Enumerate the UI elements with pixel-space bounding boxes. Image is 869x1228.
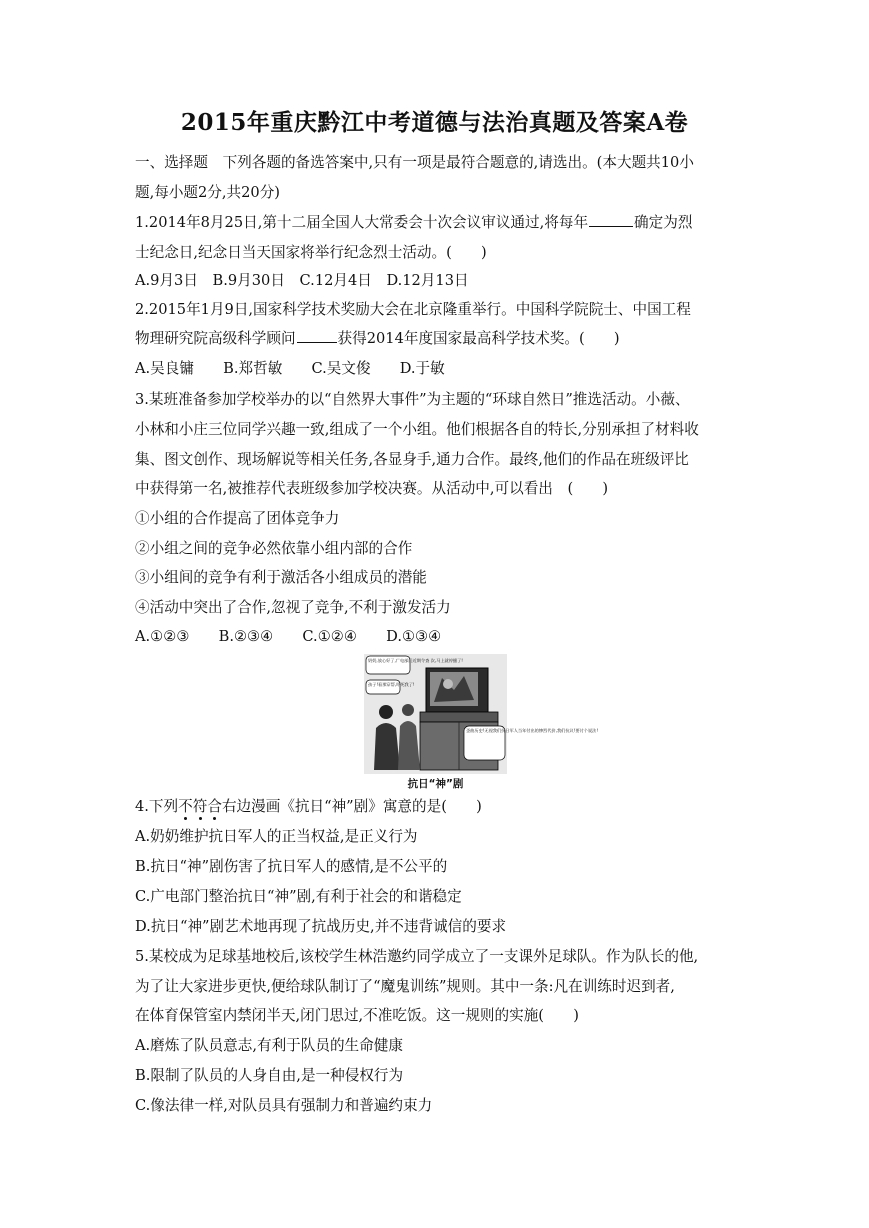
question-2-line2 bbox=[135, 324, 620, 354]
question-3-line3: 集、图文创作、现场解说等相关任务,各显身手,通力合作。最终,他们的作品在班级评比 bbox=[135, 451, 689, 468]
question-5-option-c: C.像法律一样,对队员具有强制力和普遍约束力 bbox=[135, 1097, 433, 1114]
question-3-line1: 3.某班准备参加学校举办的以“自然界大事件”为主题的“环球自然日”推选活动。小薇、 bbox=[135, 391, 690, 408]
svg-text:奶奶,放心好了,广电部门近期令查 次,马上就停播了!: 奶奶,放心好了,广电部门近期令查 次,马上就停播了! bbox=[368, 658, 463, 663]
section-instruction-line1: 一、选择题 下列各题的备选答案中,只有一项是最符合题意的,请选出。(本大题共10小 bbox=[135, 154, 694, 171]
question-4-option-b: B.抗日“神”剧伤害了抗日军人的感情,是不公平的 bbox=[135, 858, 448, 875]
answer-blank bbox=[589, 212, 633, 227]
tv-set bbox=[420, 668, 498, 722]
page-title: 2015年重庆黔江中考道德与法治真题及答案A卷 bbox=[180, 109, 689, 136]
question-3-statement-2: ②小组之间的竞争必然依靠小组内部的合作 bbox=[135, 540, 413, 557]
emphasis-char: 不 bbox=[178, 798, 193, 815]
question-3-line4: 中获得第一名,被推荐代表班级参加学校决赛。从活动中,可以看出 ( ) bbox=[135, 480, 609, 497]
question-3-statement-1: ①小组的合作提高了团体竞争力 bbox=[135, 510, 340, 527]
question-2-line1: 2.2015年1月9日,国家科学技术奖励大会在北京隆重举行。中国科学院院士、中国工程 bbox=[135, 301, 691, 318]
question-4-option-a: A.奶奶维护抗日军人的正当权益,是正义行为 bbox=[135, 828, 418, 845]
section-instruction-line2: 题,每小题2分,共20分) bbox=[135, 184, 280, 201]
question-2-options: A.吴良镛 B.郑哲敏 C.吴文俊 D.于敏 bbox=[135, 360, 445, 377]
question-4-option-d: D.抗日“神”剧艺术地再现了抗战历史,并不违背诚信的要求 bbox=[135, 918, 507, 935]
question-2-text-post: 获得2014年度国家最高科学技术奖。( ) bbox=[337, 330, 620, 347]
cartoon-illustration bbox=[364, 654, 598, 774]
question-1-line1 bbox=[135, 208, 692, 238]
question-5-line1: 5.某校成为足球基地校后,该校学生林浩邀约同学成立了一支课外足球队。作为队长的他, bbox=[135, 948, 699, 965]
question-4-text-post: 右边漫画《抗日“神”剧》寓意的是( ) bbox=[221, 798, 482, 815]
svg-text:歪曲历史!无视我们抗日军人当年付出的惨烈代价,我们抗议!要讨: 歪曲历史!无视我们抗日军人当年付出的惨烈代价,我们抗议!要讨个说法! bbox=[466, 728, 598, 733]
question-1-line2: 士纪念日,纪念日当天国家将举行纪念烈士活动。( ) bbox=[135, 244, 487, 261]
speech-bubble-right bbox=[464, 726, 598, 760]
question-2-text-pre: 物理研究院高级科学顾问 bbox=[135, 330, 296, 347]
emphasis-char: 合 bbox=[207, 798, 222, 815]
question-4-text-pre: 4.下列 bbox=[135, 798, 179, 815]
question-1-options: A.9月3日 B.9月30日 C.12月4日 D.12月13日 bbox=[135, 272, 469, 289]
question-5-line2: 为了让大家进步更快,便给球队制订了“魔鬼训练”规则。其中一条:凡在训练时迟到者, bbox=[135, 978, 675, 995]
question-1-text-pre: 1.2014年8月25日,第十二届全国人大常委会十次会议审议通过,将每年 bbox=[135, 214, 589, 231]
question-1-text-post: 确定为烈 bbox=[634, 214, 693, 231]
cartoon-caption: 抗日“神”剧 bbox=[407, 778, 464, 790]
question-3-statement-3: ③小组间的竞争有利于激活各小组成员的潜能 bbox=[135, 569, 427, 586]
question-4-stem bbox=[135, 792, 482, 822]
question-5-option-a: A.磨炼了队员意志,有利于队员的生命健康 bbox=[135, 1037, 403, 1054]
emphasis-char: 符 bbox=[192, 798, 208, 815]
question-3-options: A.①②③ B.②③④ C.①②④ D.①③④ bbox=[135, 628, 442, 645]
answer-blank bbox=[297, 328, 337, 343]
question-5-option-b: B.限制了队员的人身自由,是一种侵权行为 bbox=[135, 1067, 404, 1084]
question-3-statement-4: ④活动中突出了合作,忽视了竞争,不利于激发活力 bbox=[135, 599, 451, 616]
question-5-line3: 在体育保管室内禁闭半天,闭门思过,不准吃饭。这一规则的实施( ) bbox=[135, 1007, 579, 1024]
question-4-option-c: C.广电部门整治抗日“神”剧,有利于社会的和谐稳定 bbox=[135, 888, 462, 905]
svg-text:孩子!看那穿帮,吓死我了!: 孩子!看那穿帮,吓死我了! bbox=[368, 682, 415, 687]
question-3-line2: 小林和小庄三位同学兴趣一致,组成了一个小组。他们根据各自的特长,分别承担了材料收 bbox=[135, 421, 699, 438]
